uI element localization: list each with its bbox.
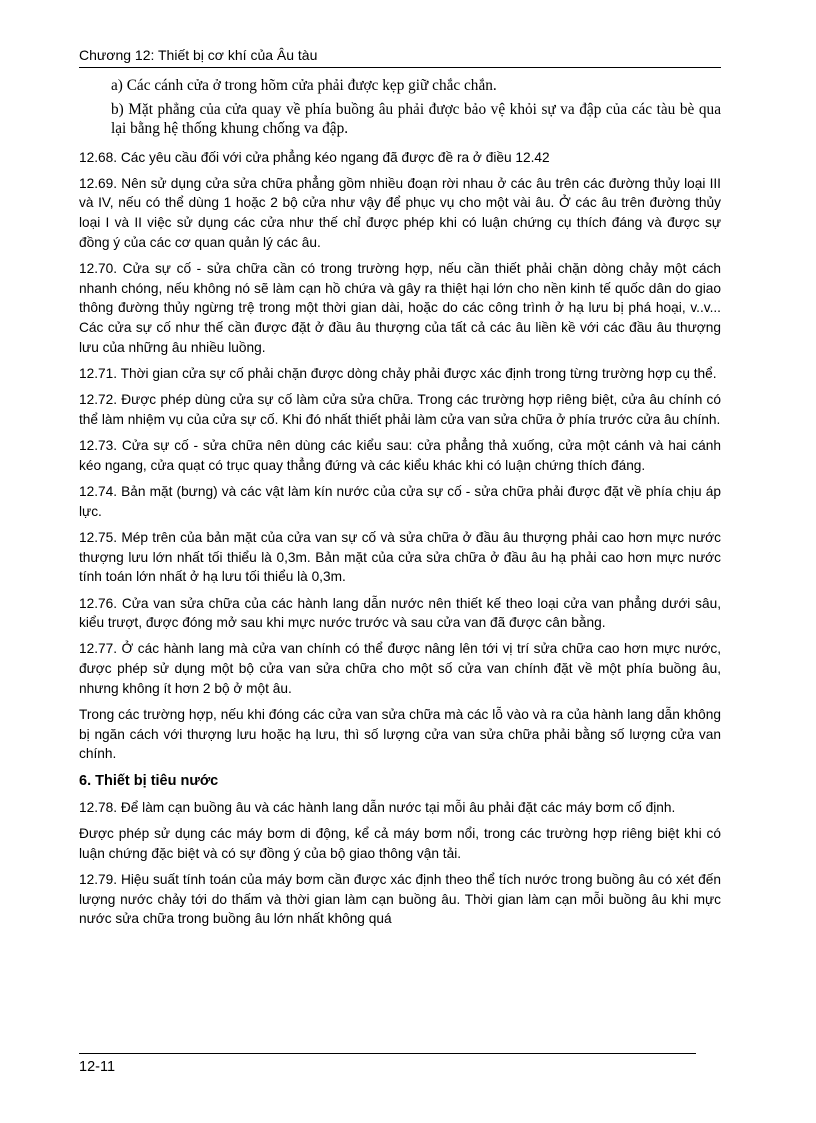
page-content [79, 76, 721, 935]
paragraph-12-71: 12.71. Thời gian cửa sự cố phải chặn được dòng chảy phải được xác định trong từng trường hợp cụ thể. [79, 366, 717, 382]
paragraph-12-73: 12.73. Cửa sự cố - sửa chữa nên dùng các kiểu sau: cửa phẳng thả xuống, cửa một cánh và hai cánh kéo ngang, cửa quạt có trục quay thẳng đứng và các kiểu khác khi có luận chứng thích đáng. [79, 438, 721, 473]
paragraph-12-70: 12.70. Cửa sự cố - sửa chữa cần có trong trường hợp, nếu cần thiết phải chặn dòng chảy một cách nhanh chóng, nếu không nó sẽ làm cạn hồ chứa và gây ra thiệt hại lớn cho nền kinh tế quốc dân do giao thông đường thủy ngừng trệ trong một thời gian dài, hoặc do các công trình ở hạ lưu bị phá hoại, v..v... Các cửa sự cố như thế cần được đặt ở đầu âu thượng của tất cả các âu liền kề với các đầu âu thượng lưu của những âu nhiều luồng. [79, 261, 721, 355]
paragraph-12-77-continued: Trong các trường hợp, nếu khi đóng các cửa van sửa chữa mà các lỗ vào và ra của hành lang dẫn không bị ngăn cách với thượng lưu hoặc hạ lưu, thì số lượng cửa van sửa chữa phải bằng số lượng cửa van chính. [79, 707, 721, 762]
paragraph-12-79: 12.79. Hiệu suất tính toán của máy bơm cần được xác định theo thể tích nước trong buồng âu có xét đến lượng nước chảy tới do thấm và thời gian làm cạn buồng âu. Thời gian làm cạn mỗi buồng âu khi mực nước sửa chữa trong buồng âu lớn nhất không quá [79, 871, 721, 927]
paragraph-12-69: 12.69. Nên sử dụng cửa sửa chữa phẳng gồm nhiều đoạn rời nhau ở các âu trên các đường thủy loại III và IV, nếu có thể dùng 1 hoặc 2 bộ cửa như vậy để phục vụ cho một vài âu. Ở các âu trên đường thủy loại I và II việc sử dụng các cửa như thế chỉ được phép khi có luận chứng cụ thích đáng và được sự đồng ý của các cơ quan quản lý các âu. [79, 175, 721, 250]
intro-item-b: b) Mặt phẳng của cửa quay về phía buồng âu phải được bảo vệ khỏi sự va đập của các tàu bè qua lại bằng hệ thống khung chống va đập. [111, 100, 721, 137]
paragraph-12-78: 12.78. Để làm cạn buồng âu và các hành lang dẫn nước tại mỗi âu phải đặt các máy bơm cố định. [79, 799, 676, 815]
section-heading: 6. Thiết bị tiêu nước [79, 772, 219, 789]
paragraph-12-72: 12.72. Được phép dùng cửa sự cố làm cửa sửa chữa. Trong các trường hợp riêng biệt, cửa âu chính có thể làm nhiệm vụ của cửa sự cố. Khi đó nhất thiết phải làm cửa van sửa chữa ở phía trước cửa âu chính. [79, 392, 721, 427]
chapter-header: Chương 12: Thiết bị cơ khí của Âu tàu [79, 46, 721, 68]
paragraph-12-76: 12.76. Cửa van sửa chữa của các hành lang dẫn nước nên thiết kế theo loại cửa van phẳng dưới sâu, kiểu trượt, được đóng mở sau khi mực nước trước và sau cửa van đã được cân bằng. [79, 595, 721, 631]
footer-divider [79, 1053, 696, 1054]
intro-item-a: a) Các cánh cửa ở trong hõm cửa phải được kẹp giữ chắc chắn. [111, 77, 497, 94]
paragraph-12-74: 12.74. Bản mặt (bưng) và các vật làm kín nước của cửa sự cố - sửa chữa phải được đặt về phía chịu áp lực. [79, 484, 721, 519]
paragraph-12-78-continued: Được phép sử dụng các máy bơm di động, kể cả máy bơm nổi, trong các trường hợp riêng biệt khi có luận chứng đặc biệt và có sự đồng ý của bộ giao thông vận tải. [79, 825, 721, 861]
paragraph-12-68: 12.68. Các yêu cầu đối với cửa phẳng kéo ngang đã được đề ra ở điều 12.42 [79, 149, 550, 165]
paragraph-12-77: 12.77. Ở các hành lang mà cửa van chính có thể được nâng lên tới vị trí sửa chữa cao hơn mực nước, được phép sử dụng một bộ cửa van sửa chữa cho một số cửa van chính đặt về một phía buồng âu, nhưng không ít hơn 2 bộ ở một âu. [79, 641, 721, 696]
page-number: 12-11 [79, 1059, 116, 1075]
paragraph-12-75: 12.75. Mép trên của bản mặt của cửa van sự cố và sửa chữa ở đầu âu thượng phải cao hơn mực nước thượng lưu lớn nhất tối thiểu là 0,3m. Bản mặt của cửa sửa chữa ở đầu âu hạ phải cao hơn mực nước tính toán lớn nhất ở hạ lưu tối thiểu là 0,3m. [79, 529, 721, 585]
